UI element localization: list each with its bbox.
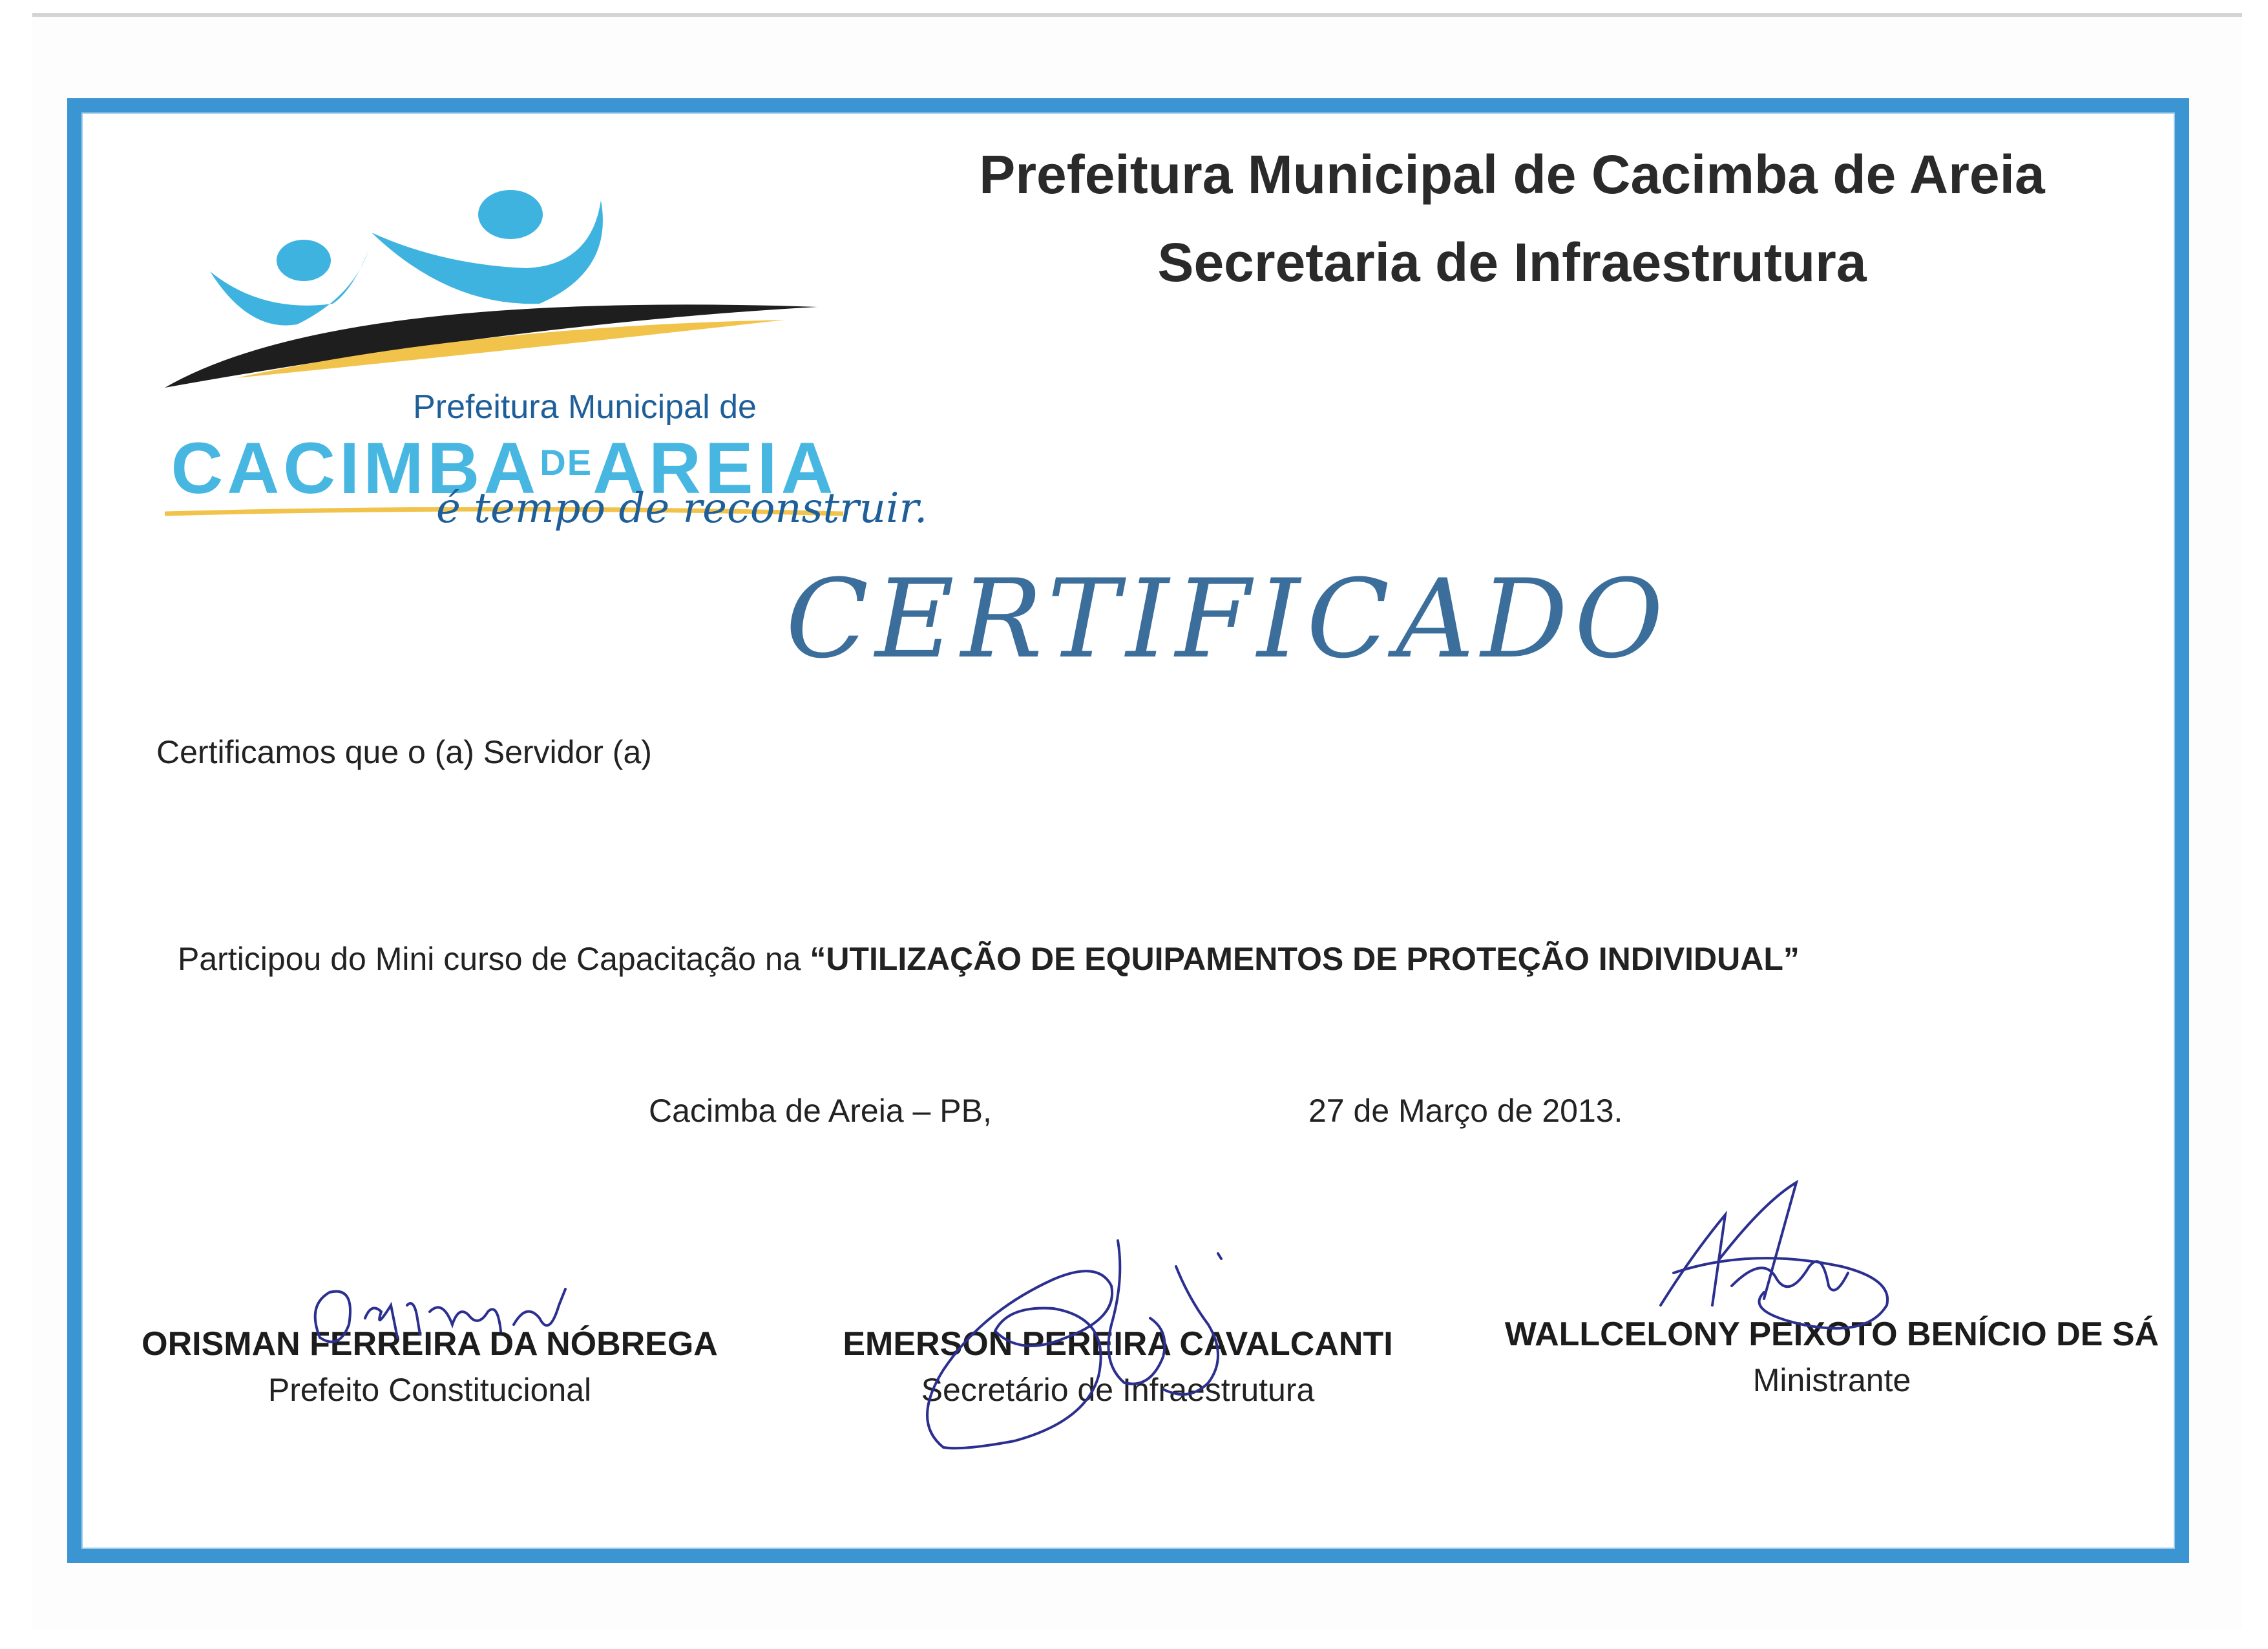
- signatory-mayor: [103, 1325, 756, 1409]
- logo-figures-icon: [139, 174, 869, 388]
- course-name: “UTILIZAÇÃO DE EQUIPAMENTOS DE PROTEÇÃO INDIVIDUAL”: [810, 941, 1800, 977]
- signatory-name: WALLCELONY PEIXOTO BENÍCIO DE SÁ: [1504, 1316, 2159, 1353]
- course-prefix: Participou do Mini curso de Capacitação na: [178, 941, 810, 977]
- course-text: [178, 940, 1800, 978]
- signatory-instructor: [1467, 1315, 2197, 1399]
- signatory-role: Prefeito Constitucional: [268, 1372, 592, 1408]
- place-text: Cacimba de Areia – PB,: [649, 1093, 992, 1129]
- header-secretariat: Secretaria de Infraestrutura: [1157, 232, 1867, 293]
- signatory-name: EMERSON PEREIRA CAVALCANTI: [843, 1325, 1393, 1363]
- header-municipality: Prefeitura Municipal de Cacimba de Areia: [979, 144, 2045, 205]
- signatory-role: Secretário de Infraestrutura: [921, 1372, 1315, 1408]
- signatory-secretary: [808, 1325, 1428, 1409]
- logo-small-text: Prefeitura Municipal de: [413, 388, 757, 426]
- logo-big-text: $CACIMBA^{DE}AREIA$: [171, 428, 837, 509]
- logo-slogan: é tempo de reconstruir.: [436, 485, 928, 532]
- date-text: 27 de Março de 2013.: [1308, 1093, 1623, 1129]
- municipality-logo: [139, 174, 928, 543]
- certificate-title: CERTIFICADO: [785, 556, 1670, 682]
- signatory-name: ORISMAN FERREIRA DA NÓBREGA: [142, 1325, 718, 1363]
- signatory-role: Ministrante: [1752, 1362, 1911, 1398]
- certify-text: Certificamos que o (a) Servidor (a): [156, 734, 652, 770]
